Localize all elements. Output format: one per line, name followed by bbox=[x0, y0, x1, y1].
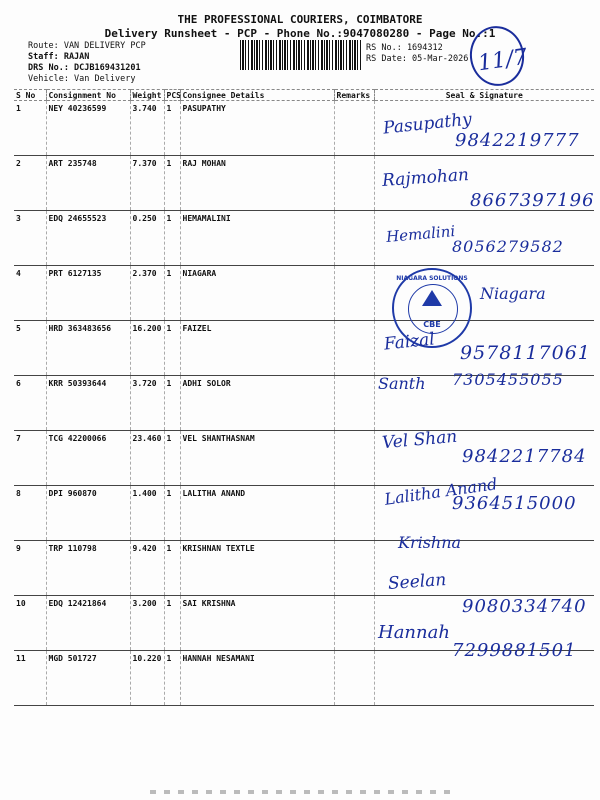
signature-8: Vel Shan bbox=[381, 426, 459, 454]
consignee: LALITHA ANAND bbox=[180, 486, 334, 541]
footer-dashes bbox=[150, 790, 450, 794]
weight: 10.220 bbox=[130, 651, 164, 706]
phone-1: 9842219777 bbox=[455, 130, 580, 151]
consignment-no: EDQ 12421864 bbox=[46, 596, 130, 651]
sno: 9 bbox=[14, 541, 46, 596]
weight: 23.460 bbox=[130, 431, 164, 486]
table-row bbox=[14, 541, 594, 596]
sno: 7 bbox=[14, 431, 46, 486]
remarks bbox=[334, 431, 374, 486]
remarks bbox=[334, 541, 374, 596]
handwritten-count: 11/7 bbox=[476, 44, 529, 77]
consignee: VEL SHANTHASNAM bbox=[180, 431, 334, 486]
sno: 2 bbox=[14, 156, 46, 211]
vehicle: Vehicle: Van Delivery bbox=[28, 74, 136, 84]
col-pcs: PCS bbox=[164, 90, 180, 101]
seal-city: CBE bbox=[423, 320, 441, 329]
signature-9: Lalitha Anand bbox=[383, 474, 499, 509]
consignee: FAIZEL bbox=[180, 321, 334, 376]
phone-10: 9080334740 bbox=[462, 596, 587, 617]
col-consignment: Consignment No bbox=[46, 90, 130, 101]
consignee: RAJ MOHAN bbox=[180, 156, 334, 211]
pcs: 1 bbox=[164, 376, 180, 431]
weight: 1.400 bbox=[130, 486, 164, 541]
remarks bbox=[334, 101, 374, 156]
seal-text: NIAGARA SOLUTIONS bbox=[396, 275, 468, 282]
phone-11: 7299881501 bbox=[452, 640, 577, 661]
phone-3: 8056279582 bbox=[452, 237, 564, 256]
signature-10: Seelan bbox=[387, 569, 447, 595]
sno: 3 bbox=[14, 211, 46, 266]
pcs: 1 bbox=[164, 101, 180, 156]
remarks bbox=[334, 211, 374, 266]
pcs: 1 bbox=[164, 211, 180, 266]
pcs: 1 bbox=[164, 266, 180, 321]
weight: 9.420 bbox=[130, 541, 164, 596]
barcode bbox=[240, 40, 362, 70]
phone-8: 9842217784 bbox=[462, 446, 587, 467]
signature-2: Rajmohan bbox=[381, 164, 470, 192]
consignment-no: KRR 50393644 bbox=[46, 376, 130, 431]
col-sno: S No bbox=[14, 90, 46, 101]
remarks bbox=[334, 596, 374, 651]
seal-logo-icon bbox=[422, 290, 442, 306]
weight: 16.200 bbox=[130, 321, 164, 376]
pcs: 1 bbox=[164, 651, 180, 706]
phone-9: 9364515000 bbox=[452, 493, 577, 514]
company-name: THE PROFESSIONAL COURIERS, COIMBATORE bbox=[177, 13, 423, 26]
weight: 7.370 bbox=[130, 156, 164, 211]
consignee: HEMAMALINI bbox=[180, 211, 334, 266]
sno: 5 bbox=[14, 321, 46, 376]
consignment-no: DPI 960870 bbox=[46, 486, 130, 541]
remarks bbox=[334, 376, 374, 431]
signature-7: Santh bbox=[378, 374, 426, 393]
rs-date: RS Date: 05-Mar-2026 bbox=[366, 54, 469, 64]
signature-6: Faizal bbox=[383, 329, 436, 355]
sno: 8 bbox=[14, 486, 46, 541]
sno: 4 bbox=[14, 266, 46, 321]
consignment-no: TCG 42200066 bbox=[46, 431, 130, 486]
remarks bbox=[334, 156, 374, 211]
consignee: KRISHNAN TEXTLE bbox=[180, 541, 334, 596]
remarks bbox=[334, 486, 374, 541]
pcs: 1 bbox=[164, 156, 180, 211]
col-weight: Weight bbox=[130, 90, 164, 101]
sno: 11 bbox=[14, 651, 46, 706]
signature-stamp: Niagara bbox=[480, 284, 546, 303]
pcs: 1 bbox=[164, 596, 180, 651]
sno: 1 bbox=[14, 101, 46, 156]
consignee: ADHI SOLOR bbox=[180, 376, 334, 431]
signature-krishnan: Krishna bbox=[398, 533, 462, 552]
pcs: 1 bbox=[164, 431, 180, 486]
weight: 3.200 bbox=[130, 596, 164, 651]
route: Route: VAN DELIVERY PCP bbox=[28, 41, 146, 51]
drs-number: DRS No.: DCJB169431201 bbox=[28, 63, 141, 73]
consignee: PASUPATHY bbox=[180, 101, 334, 156]
rs-info bbox=[366, 43, 468, 65]
pcs: 1 bbox=[164, 321, 180, 376]
phone-2: 8667397196 bbox=[470, 190, 595, 211]
remarks bbox=[334, 321, 374, 376]
consignee: NIAGARA bbox=[180, 266, 334, 321]
col-signature: Seal & Signature bbox=[374, 90, 594, 101]
staff: Staff: RAJAN bbox=[28, 52, 90, 62]
sno: 10 bbox=[14, 596, 46, 651]
consignment-no: PRT 6127135 bbox=[46, 266, 130, 321]
signature-3: Hemalini bbox=[385, 222, 456, 246]
sno: 6 bbox=[14, 376, 46, 431]
weight: 0.250 bbox=[130, 211, 164, 266]
weight: 3.740 bbox=[130, 101, 164, 156]
consignment-no: NEY 40236599 bbox=[46, 101, 130, 156]
consignee: HANNAH NESAMANI bbox=[180, 651, 334, 706]
pcs: 1 bbox=[164, 486, 180, 541]
consignment-no: HRD 363483656 bbox=[46, 321, 130, 376]
phone-6: 9578117061 bbox=[460, 342, 591, 364]
remarks bbox=[334, 651, 374, 706]
weight: 2.370 bbox=[130, 266, 164, 321]
runsheet-title: Delivery Runsheet - PCP - Phone No.:9047080280 - Page No.:1 bbox=[104, 27, 496, 40]
table-header bbox=[14, 90, 594, 101]
pcs: 1 bbox=[164, 541, 180, 596]
rs-number: RS No.: 1694312 bbox=[366, 43, 443, 53]
consignment-no: ART 235748 bbox=[46, 156, 130, 211]
remarks bbox=[334, 266, 374, 321]
consignee: SAI KRISHNA bbox=[180, 596, 334, 651]
signature-11: Hannah bbox=[378, 622, 450, 643]
route-info bbox=[28, 41, 146, 85]
weight: 3.720 bbox=[130, 376, 164, 431]
phone-7: 7305455055 bbox=[452, 370, 564, 389]
signature-1: Pasupathy bbox=[382, 109, 473, 139]
consignment-no: TRP 110798 bbox=[46, 541, 130, 596]
consignment-no: EDQ 24655523 bbox=[46, 211, 130, 266]
consignment-no: MGD 501727 bbox=[46, 651, 130, 706]
col-consignee: Consignee Details bbox=[180, 90, 334, 101]
col-remarks: Remarks bbox=[334, 90, 374, 101]
